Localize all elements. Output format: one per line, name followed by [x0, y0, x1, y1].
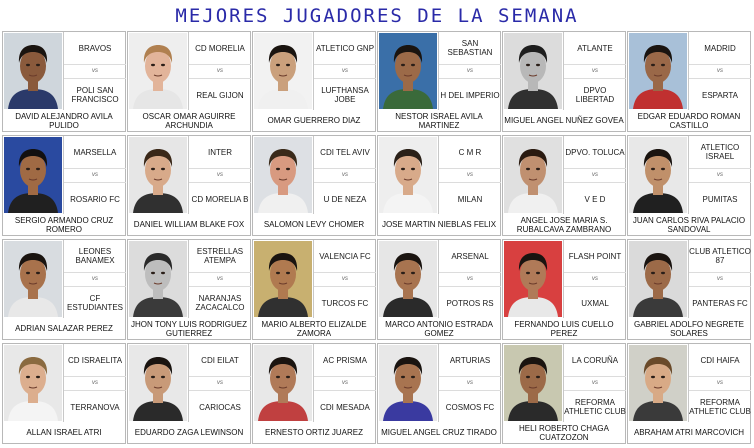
player-photo [629, 345, 687, 421]
player-card [127, 239, 251, 341]
player-card [377, 31, 501, 133]
player-card [252, 31, 376, 133]
photo-eye-left [526, 272, 530, 274]
team-away: CD MORELIA B [189, 182, 251, 215]
team-away: V E D [564, 182, 626, 215]
team-home: ARSENAL [439, 240, 501, 273]
player-card [627, 135, 751, 237]
player-card [252, 135, 376, 237]
player-photo [504, 33, 562, 109]
match-teams [188, 240, 251, 318]
player-photo [504, 345, 562, 421]
player-photo [129, 137, 187, 213]
match-teams [63, 136, 126, 214]
player-name: ANGEL JOSE MARIA S. RUBALCAVA ZAMBRANO [502, 214, 626, 236]
team-away: ROSARIO FC [64, 182, 126, 215]
player-name: MARIO ALBERTO ELIZALDE ZAMORA [252, 318, 376, 340]
player-name: NESTOR ISRAEL AVILA MARTINEZ [377, 110, 501, 132]
player-name: HELI ROBERTO CHAGA CUATZOZON [502, 422, 626, 444]
team-home: ATLETICO ISRAEL [689, 136, 751, 169]
match-teams [688, 344, 751, 422]
player-name: MIGUEL ANGEL NUÑEZ GOVEA [502, 110, 626, 132]
photo-eye-right [536, 376, 540, 378]
player-card-header [252, 135, 376, 215]
player-card-header [127, 31, 251, 111]
vs-label: vs [592, 172, 598, 178]
photo-eye-left [526, 376, 530, 378]
photo-eye-left [26, 64, 30, 66]
player-name: EDGAR EDUARDO ROMAN CASTILLO [627, 110, 751, 132]
player-card [627, 343, 751, 445]
team-home: MARSELLA [64, 136, 126, 169]
match-teams [438, 240, 501, 318]
player-card-header [502, 239, 626, 319]
team-home: CD ISRAELITA [64, 344, 126, 377]
photo-eye-left [276, 272, 280, 274]
player-name: JHON TONY LUIS RODRIGUEZ GUTIERREZ [127, 318, 251, 340]
photo-eye-right [161, 168, 165, 170]
photo-eye-right [161, 376, 165, 378]
photo-eye-left [651, 168, 655, 170]
player-photo [129, 345, 187, 421]
team-away: REFORMA ATHLETIC CLUB [689, 390, 751, 423]
player-card-header [127, 343, 251, 423]
team-home: VALENCIA FC [314, 240, 376, 273]
vs-label: vs [592, 380, 598, 386]
player-photo [504, 241, 562, 317]
match-teams [563, 240, 626, 318]
vs-label: vs [92, 276, 98, 282]
player-card [502, 31, 626, 133]
players-grid [2, 31, 752, 448]
team-home: BRAVOS [64, 32, 126, 65]
page-title: MEJORES JUGADORES DE LA SEMANA [175, 5, 579, 27]
player-photo [4, 241, 62, 317]
team-home: LEONES BANAMEX [64, 240, 126, 273]
vs-label: vs [467, 172, 473, 178]
match-teams [438, 344, 501, 422]
player-photo [629, 33, 687, 109]
team-home: CDI HAIFA [689, 344, 751, 377]
match-teams [438, 32, 501, 110]
match-teams [313, 240, 376, 318]
vs-label: vs [467, 380, 473, 386]
player-card-header [627, 135, 751, 215]
photo-eye-left [401, 272, 405, 274]
player-card [502, 343, 626, 445]
match-teams [188, 32, 251, 110]
vs-label: vs [342, 380, 348, 386]
player-card-header [627, 239, 751, 319]
player-photo [129, 241, 187, 317]
match-teams [438, 136, 501, 214]
team-away: POLI SAN FRANCISCO [64, 78, 126, 111]
player-name: FERNANDO LUIS CUELLO PEREZ [502, 318, 626, 340]
match-teams [688, 240, 751, 318]
vs-label: vs [217, 68, 223, 74]
photo-eye-left [151, 64, 155, 66]
player-card [127, 343, 251, 445]
vs-label: vs [92, 68, 98, 74]
photo-eye-right [536, 272, 540, 274]
photo-eye-right [661, 64, 665, 66]
photo-eye-left [26, 376, 30, 378]
player-photo [254, 33, 312, 109]
photo-eye-right [536, 64, 540, 66]
photo-eye-right [536, 168, 540, 170]
team-home: ESTRELLAS ATEMPA [189, 240, 251, 273]
vs-label: vs [592, 68, 598, 74]
photo-eye-left [276, 64, 280, 66]
player-name: SALOMON LEVY CHOMER [252, 214, 376, 236]
photo-eye-right [661, 376, 665, 378]
player-card-header [127, 239, 251, 319]
photo-eye-left [651, 272, 655, 274]
match-teams [63, 240, 126, 318]
vs-label: vs [717, 276, 723, 282]
player-name: MARCO ANTONIO ESTRADA GOMEZ [377, 318, 501, 340]
photo-eye-right [411, 272, 415, 274]
player-card [127, 31, 251, 133]
photo-eye-right [286, 376, 290, 378]
player-card-header [627, 343, 751, 423]
photo-eye-left [401, 376, 405, 378]
player-card [252, 343, 376, 445]
player-card [502, 135, 626, 237]
vs-label: vs [342, 276, 348, 282]
photo-eye-left [151, 272, 155, 274]
match-teams [563, 136, 626, 214]
match-teams [188, 344, 251, 422]
player-card-header [252, 31, 376, 111]
player-name: OMAR GUERRERO DIAZ [252, 110, 376, 132]
vs-label: vs [92, 380, 98, 386]
photo-eye-right [36, 376, 40, 378]
match-teams [688, 136, 751, 214]
photo-eye-left [651, 376, 655, 378]
vs-label: vs [217, 276, 223, 282]
player-name: ERNESTO ORTIZ JUAREZ [252, 422, 376, 444]
team-away: CF ESTUDIANTES [64, 286, 126, 319]
player-name: DAVID ALEJANDRO AVILA PULIDO [2, 110, 126, 132]
player-card [502, 239, 626, 341]
player-card-header [502, 343, 626, 423]
vs-label: vs [717, 68, 723, 74]
team-away: NARANJAS ZACACALCO [189, 286, 251, 319]
team-away: PANTERAS FC [689, 286, 751, 319]
player-card-header [377, 31, 501, 111]
match-teams [313, 344, 376, 422]
photo-eye-left [651, 64, 655, 66]
photo-eye-left [401, 64, 405, 66]
team-away: MILAN [439, 182, 501, 215]
team-home: ATLANTE [564, 32, 626, 65]
player-card [2, 239, 126, 341]
vs-label: vs [717, 380, 723, 386]
team-home: FLASH POINT [564, 240, 626, 273]
team-home: MADRID [689, 32, 751, 65]
photo-eye-right [161, 64, 165, 66]
player-card-header [2, 239, 126, 319]
player-card-header [377, 135, 501, 215]
team-home: CD MORELIA [189, 32, 251, 65]
player-photo [4, 33, 62, 109]
team-home: AC PRISMA [314, 344, 376, 377]
photo-eye-right [411, 64, 415, 66]
team-home: CLUB ATLETICO 87 [689, 240, 751, 273]
match-teams [188, 136, 251, 214]
player-card-header [377, 343, 501, 423]
photo-eye-right [661, 272, 665, 274]
team-away: UXMAL [564, 286, 626, 319]
team-home: DPVO. TOLUCA [564, 136, 626, 169]
photo-eye-right [411, 376, 415, 378]
match-teams [688, 32, 751, 110]
team-home: CDI TEL AVIV [314, 136, 376, 169]
player-photo [629, 137, 687, 213]
photo-eye-left [526, 168, 530, 170]
player-card [252, 239, 376, 341]
vs-label: vs [217, 380, 223, 386]
team-away: ESPARTA [689, 78, 751, 111]
photo-eye-right [286, 168, 290, 170]
player-card [627, 31, 751, 133]
player-card-header [252, 343, 376, 423]
team-away: CDI MESADA [314, 390, 376, 423]
player-card-header [127, 135, 251, 215]
player-name: ALLAN ISRAEL ATRI [2, 422, 126, 444]
player-name: GABRIEL ADOLFO NEGRETE SOLARES [627, 318, 751, 340]
photo-eye-left [151, 376, 155, 378]
player-name: ADRIAN SALAZAR PEREZ [2, 318, 126, 340]
vs-label: vs [467, 68, 473, 74]
team-away: U DE NEZA [314, 182, 376, 215]
player-photo [629, 241, 687, 317]
player-photo [379, 241, 437, 317]
team-away: H DEL IMPERIO [439, 78, 501, 111]
photo-eye-left [276, 168, 280, 170]
player-photo [4, 137, 62, 213]
team-away: REFORMA ATHLETIC CLUB [564, 390, 626, 423]
team-away: POTROS RS [439, 286, 501, 319]
player-photo [254, 345, 312, 421]
team-away: COSMOS FC [439, 390, 501, 423]
player-card [377, 343, 501, 445]
photo-eye-left [26, 272, 30, 274]
player-photo [379, 33, 437, 109]
player-name: OSCAR OMAR AGUIRRE ARCHUNDIA [127, 110, 251, 132]
team-home: C M R [439, 136, 501, 169]
player-card [377, 135, 501, 237]
player-name: SERGIO ARMANDO CRUZ ROMERO [2, 214, 126, 236]
player-card-header [502, 135, 626, 215]
team-away: TURCOS FC [314, 286, 376, 319]
player-name: MIGUEL ANGEL CRUZ TIRADO [377, 422, 501, 444]
photo-eye-right [411, 168, 415, 170]
team-home: SAN SEBASTIAN [439, 32, 501, 65]
match-teams [563, 32, 626, 110]
player-photo [254, 137, 312, 213]
player-card-header [627, 31, 751, 111]
player-photo [254, 241, 312, 317]
vs-label: vs [342, 68, 348, 74]
player-card-header [2, 31, 126, 111]
player-card [627, 239, 751, 341]
team-home: INTER [189, 136, 251, 169]
player-name: JUAN CARLOS RIVA PALACIO SANDOVAL [627, 214, 751, 236]
player-name: EDUARDO ZAGA LEWINSON [127, 422, 251, 444]
team-home: ATLETICO GNP [314, 32, 376, 65]
team-away: LUFTHANSA JOBE [314, 78, 376, 111]
vs-label: vs [717, 172, 723, 178]
photo-eye-left [151, 168, 155, 170]
player-card-header [377, 239, 501, 319]
player-card [2, 135, 126, 237]
team-home: CDI EILAT [189, 344, 251, 377]
team-away: REAL GIJON [189, 78, 251, 111]
team-away: DPVO LIBERTAD [564, 78, 626, 111]
vs-label: vs [592, 276, 598, 282]
team-home: LA CORUÑA [564, 344, 626, 377]
vs-label: vs [467, 276, 473, 282]
player-photo [129, 33, 187, 109]
player-name: ABRAHAM ATRI MARCOVICH [627, 422, 751, 444]
photo-eye-right [36, 272, 40, 274]
player-card [127, 135, 251, 237]
player-photo [504, 137, 562, 213]
vs-label: vs [217, 172, 223, 178]
team-away: PUMITAS [689, 182, 751, 215]
photo-eye-left [276, 376, 280, 378]
team-away: CARIOCAS [189, 390, 251, 423]
player-card-header [502, 31, 626, 111]
player-photo [4, 345, 62, 421]
photo-eye-left [26, 168, 30, 170]
team-home: ARTURIAS [439, 344, 501, 377]
photo-eye-right [36, 64, 40, 66]
match-teams [563, 344, 626, 422]
player-photo [379, 345, 437, 421]
photo-eye-right [36, 168, 40, 170]
player-photo [379, 137, 437, 213]
player-card [377, 239, 501, 341]
match-teams [63, 344, 126, 422]
photo-eye-right [161, 272, 165, 274]
player-name: DANIEL WILLIAM BLAKE FOX [127, 214, 251, 236]
team-away: TERRANOVA [64, 390, 126, 423]
player-card-header [2, 135, 126, 215]
photo-eye-right [661, 168, 665, 170]
player-card-header [2, 343, 126, 423]
photo-eye-right [286, 64, 290, 66]
match-teams [313, 136, 376, 214]
match-teams [63, 32, 126, 110]
player-card [2, 31, 126, 133]
photo-eye-left [526, 64, 530, 66]
player-name: JOSE MARTIN NIEBLAS FELIX [377, 214, 501, 236]
player-card [2, 343, 126, 445]
photo-eye-right [286, 272, 290, 274]
photo-eye-left [401, 168, 405, 170]
vs-label: vs [342, 172, 348, 178]
player-card-header [252, 239, 376, 319]
match-teams [313, 32, 376, 110]
vs-label: vs [92, 172, 98, 178]
